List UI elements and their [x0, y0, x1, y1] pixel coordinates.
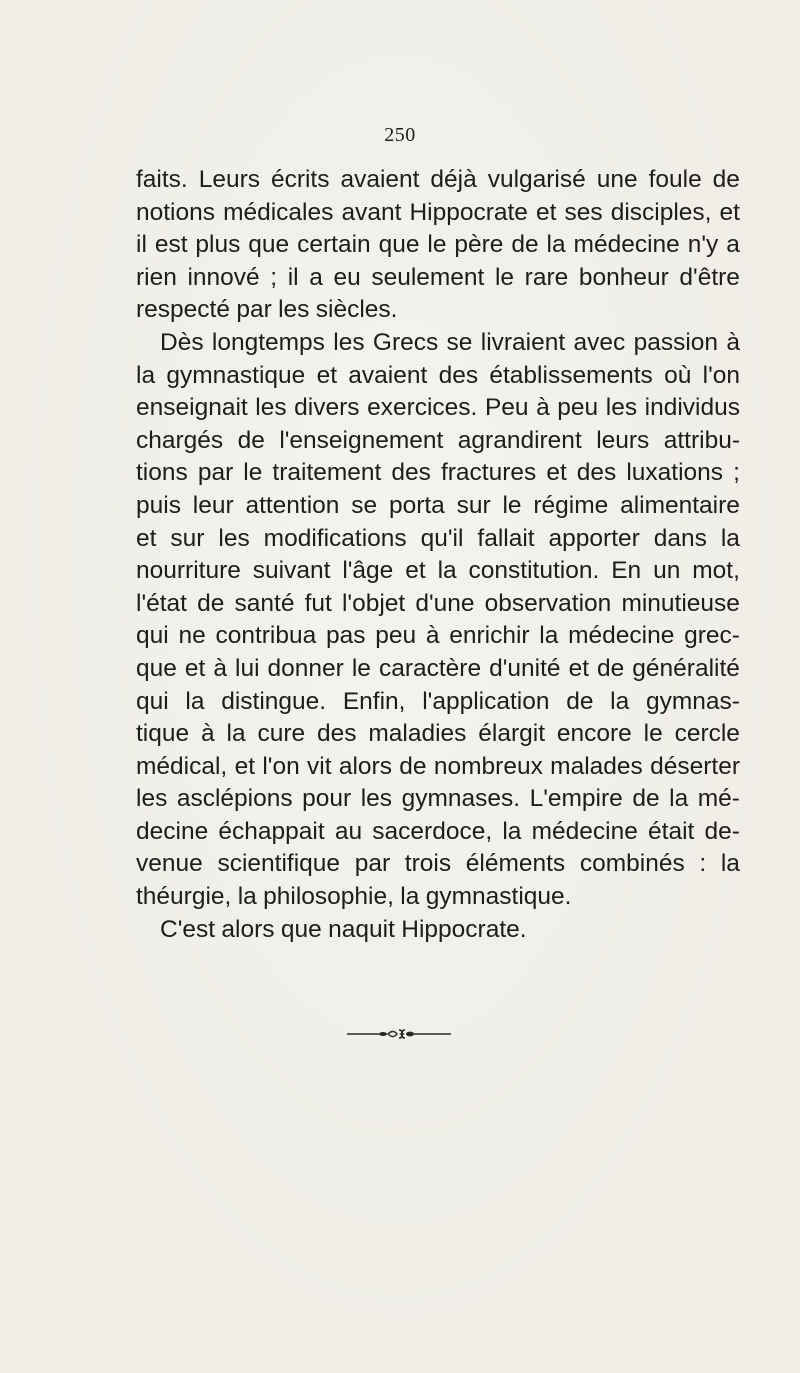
- text-line: qui la distingue. Enfin, l'application de la gymnas-: [136, 687, 740, 715]
- text-line: l'état de santé fut l'objet d'une observation minutieuse: [136, 589, 740, 617]
- page-number: 250: [384, 124, 416, 146]
- text-line: tique à la cure des maladies élargit encore le cercle: [136, 720, 740, 748]
- text-line: notions médicales avant Hippocrate et ses disciples, et: [136, 198, 740, 226]
- text-line: et sur les modifications qu'il fallait apporter dans la: [136, 524, 740, 552]
- text-line: respecté par les siècles.: [136, 296, 398, 324]
- text-line: venue scientifique par trois éléments combinés : la: [136, 850, 740, 878]
- text-line: théurgie, la philosophie, la gymnastique.: [136, 883, 572, 911]
- text-line: que et à lui donner le caractère d'unité et de généralité: [136, 654, 740, 682]
- text-line: puis leur attention se porta sur le régime alimentaire: [136, 491, 740, 519]
- text-line: nourriture suivant l'âge et la constitution. En un mot,: [136, 557, 740, 585]
- text-line: faits. Leurs écrits avaient déjà vulgarisé une foule de: [136, 166, 740, 193]
- text-line: qui ne contribua pas peu à enrichir la médecine grec-: [136, 622, 740, 650]
- text-line: chargés de l'enseignement agrandirent leurs attribu-: [136, 426, 740, 454]
- text-line: rien innové ; il a eu seulement le rare bonheur d'être: [136, 263, 740, 291]
- text-line: Dès longtemps les Grecs se livraient avec passion à: [160, 328, 740, 356]
- text-line: les asclépions pour les gymnases. L'empire de la mé-: [136, 785, 740, 813]
- text-line: la gymnastique et avaient des établissements où l'on: [136, 361, 740, 389]
- text-line: il est plus que certain que le père de la médecine n'y a: [136, 231, 740, 259]
- text-line: tions par le traitement des fractures et des luxations ;: [136, 459, 740, 487]
- text-line: C'est alors que naquit Hippocrate.: [160, 915, 527, 943]
- end-ornament-icon: [0, 1028, 800, 1040]
- body-text: [136, 164, 740, 946]
- text-line: decine échappait au sacerdoce, la médecine était de-: [136, 817, 740, 845]
- text-line: médical, et l'on vit alors de nombreux malades déserter: [136, 752, 740, 780]
- text-line: enseignait les divers exercices. Peu à peu les individus: [136, 394, 740, 422]
